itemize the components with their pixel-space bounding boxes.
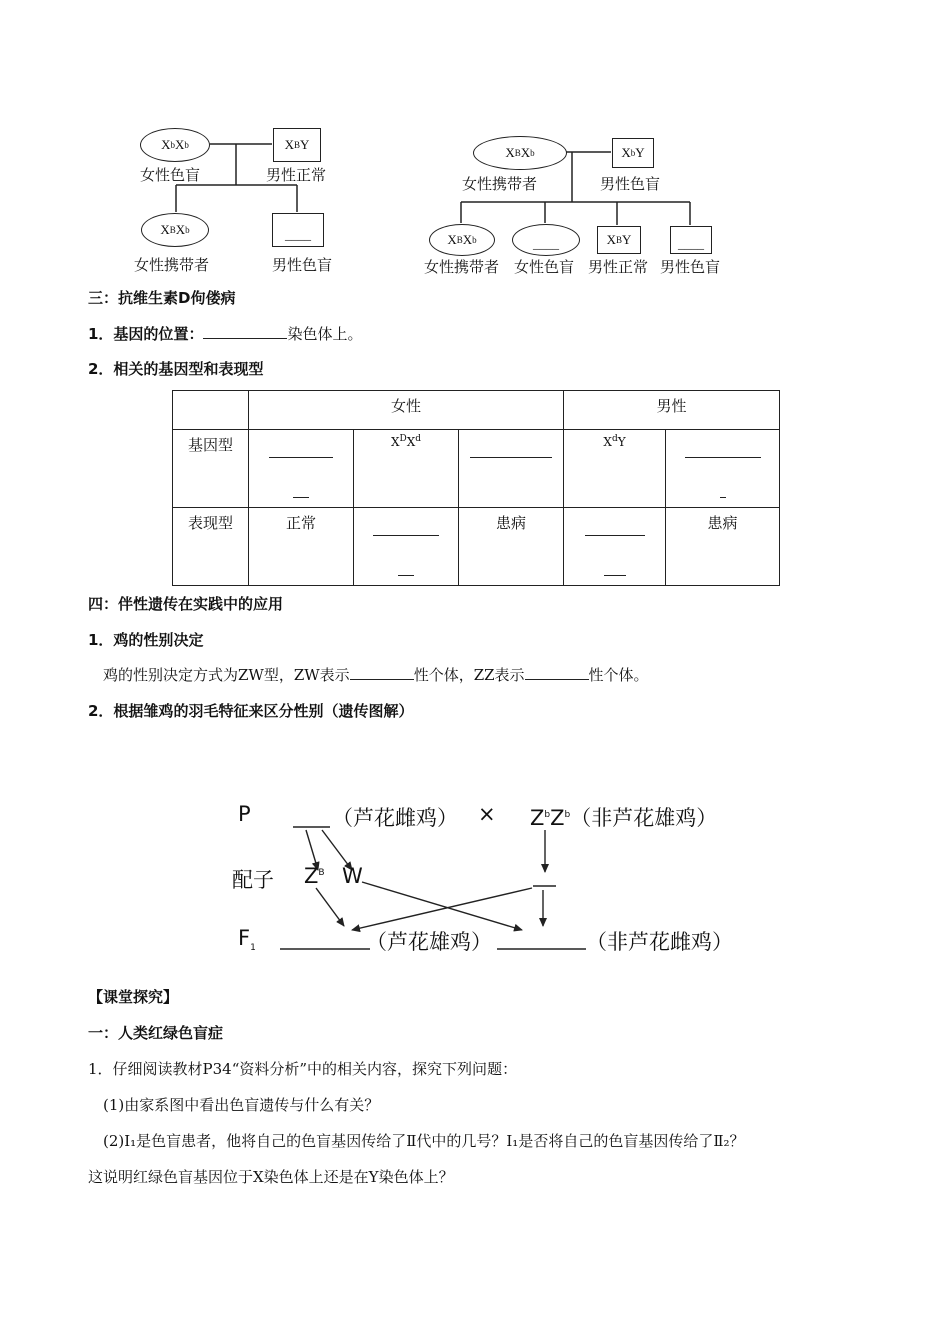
ped2-child-4-blank: ____ [678, 236, 704, 251]
section4-q1: 1．鸡的性别决定 [88, 631, 204, 649]
cross-f1: $F_1$ [238, 926, 256, 954]
q1-text-b: 性个体，ZZ表示 [413, 666, 525, 684]
ped2-mother: X B X b [473, 136, 567, 170]
q1-text-a: 鸡的性别决定方式为ZW型，ZW表示 [103, 666, 350, 684]
table-head-female: 女性 [249, 391, 564, 430]
cross-gamete-zb: $Z^B$ [304, 864, 325, 888]
cell-male-genotype-1: $X^dY$ [564, 430, 666, 508]
ped2-child-3-label: 男性正常 [588, 258, 649, 276]
blank-zz[interactable] [525, 679, 589, 680]
row-genotype-label: 基因型 [173, 430, 249, 508]
ped1-daughter-label: 女性携带者 [134, 256, 210, 274]
cell-male-phenotype-2: 患病 [666, 508, 780, 586]
section5-q1a: (1)由家系图中看出色盲遗传与什么有关？ [103, 1096, 380, 1114]
ped2-child-3: X B Y [597, 226, 641, 254]
ped1-daughter: X B X b [141, 213, 209, 247]
cell-male-genotype-2[interactable] [666, 430, 780, 508]
section3-q1-suffix: 染色体上。 [287, 325, 363, 343]
cross-f1-male: （芦花雄鸡） [366, 930, 492, 954]
ped1-father-label: 男性正常 [266, 166, 327, 184]
ped1-mother-label: 女性色盲 [140, 166, 201, 184]
section4-title: 四：伴性遗传在实践中的应用 [88, 595, 284, 613]
section3-title: 三：抗维生素D佝偻病 [88, 289, 236, 307]
section5-q1b: (2)Ⅰ₁是色盲患者，他将自己的色盲基因传给了Ⅱ代中的几号？Ⅰ₁是否将自己的色盲基因传给了Ⅱ₂？ [103, 1132, 745, 1150]
section5-q1: 1．仔细阅读教材P34“资料分析”中的相关内容，探究下列问题： [88, 1060, 518, 1078]
ped2-child-1-label: 女性携带者 [424, 258, 500, 276]
cell-female-genotype-1[interactable] [249, 430, 354, 508]
ped2-child-4 [670, 226, 712, 254]
blank-chromosome[interactable] [203, 338, 287, 339]
ped1-son-label: 男性色盲 [272, 256, 333, 274]
cell-female-phenotype-1: 正常 [249, 508, 354, 586]
section4-q2: 2．根据雏鸡的羽毛特征来区分性别（遗传图解） [88, 702, 414, 720]
cross-p-male-note: （非芦花雄鸡） [570, 806, 718, 830]
ped2-mother-label: 女性携带者 [462, 175, 538, 193]
cross-f1-female: （非芦花雌鸡） [586, 930, 733, 954]
cross-p: P [238, 802, 251, 826]
cross-f1-letter: F [238, 926, 251, 950]
ped1-father: X B Y [273, 128, 321, 162]
q1-text-c: 性个体。 [588, 666, 649, 684]
ped2-child-2-blank: ____ [533, 236, 559, 251]
ped1-son-blank: ____ [285, 227, 311, 242]
section3-q1 [88, 323, 362, 344]
section3-q2: 2．相关的基因型和表现型 [88, 360, 264, 378]
cross-gamete-label: 配子 [232, 868, 274, 892]
section5-q1c: 这说明红绿色盲基因位于X染色体上还是在Y染色体上？ [88, 1168, 454, 1186]
cross-p-female: （芦花雌鸡） [332, 806, 458, 830]
section5-sub: 一：人类红绿色盲症 [88, 1024, 224, 1042]
blank-zw[interactable] [350, 679, 414, 680]
cell-female-phenotype-2[interactable] [354, 508, 459, 586]
table-corner [173, 391, 249, 430]
cross-times: × [478, 802, 496, 826]
cell-female-genotype-3[interactable] [459, 430, 564, 508]
ped2-father-label: 男性色盲 [600, 175, 661, 193]
section5-title: 【课堂探究】 [88, 988, 179, 1006]
ped2-child-1: X B X b [429, 224, 495, 256]
ped1-mother: X b X b [140, 128, 210, 162]
cell-male-phenotype-1[interactable] [564, 508, 666, 586]
ped2-child-4-label: 男性色盲 [660, 258, 721, 276]
row-phenotype-label: 表现型 [173, 508, 249, 586]
cell-female-phenotype-3: 患病 [459, 508, 564, 586]
section3-q1-prefix: 1．基因的位置： [88, 325, 204, 343]
ped2-father: X b Y [612, 138, 654, 168]
cell-female-genotype-2: $X^DX^d$ [354, 430, 459, 508]
ped2-child-2 [512, 224, 580, 256]
cross-p-male: $Z^bZ^b$（非芦花雄鸡） [530, 806, 718, 830]
genotype-table [172, 390, 780, 586]
ped2-child-2-label: 女性色盲 [514, 258, 575, 276]
table-head-male: 男性 [564, 391, 780, 430]
cross-gamete-w: W [342, 864, 363, 888]
ped1-son [272, 213, 324, 247]
section4-q1-text [103, 664, 649, 685]
